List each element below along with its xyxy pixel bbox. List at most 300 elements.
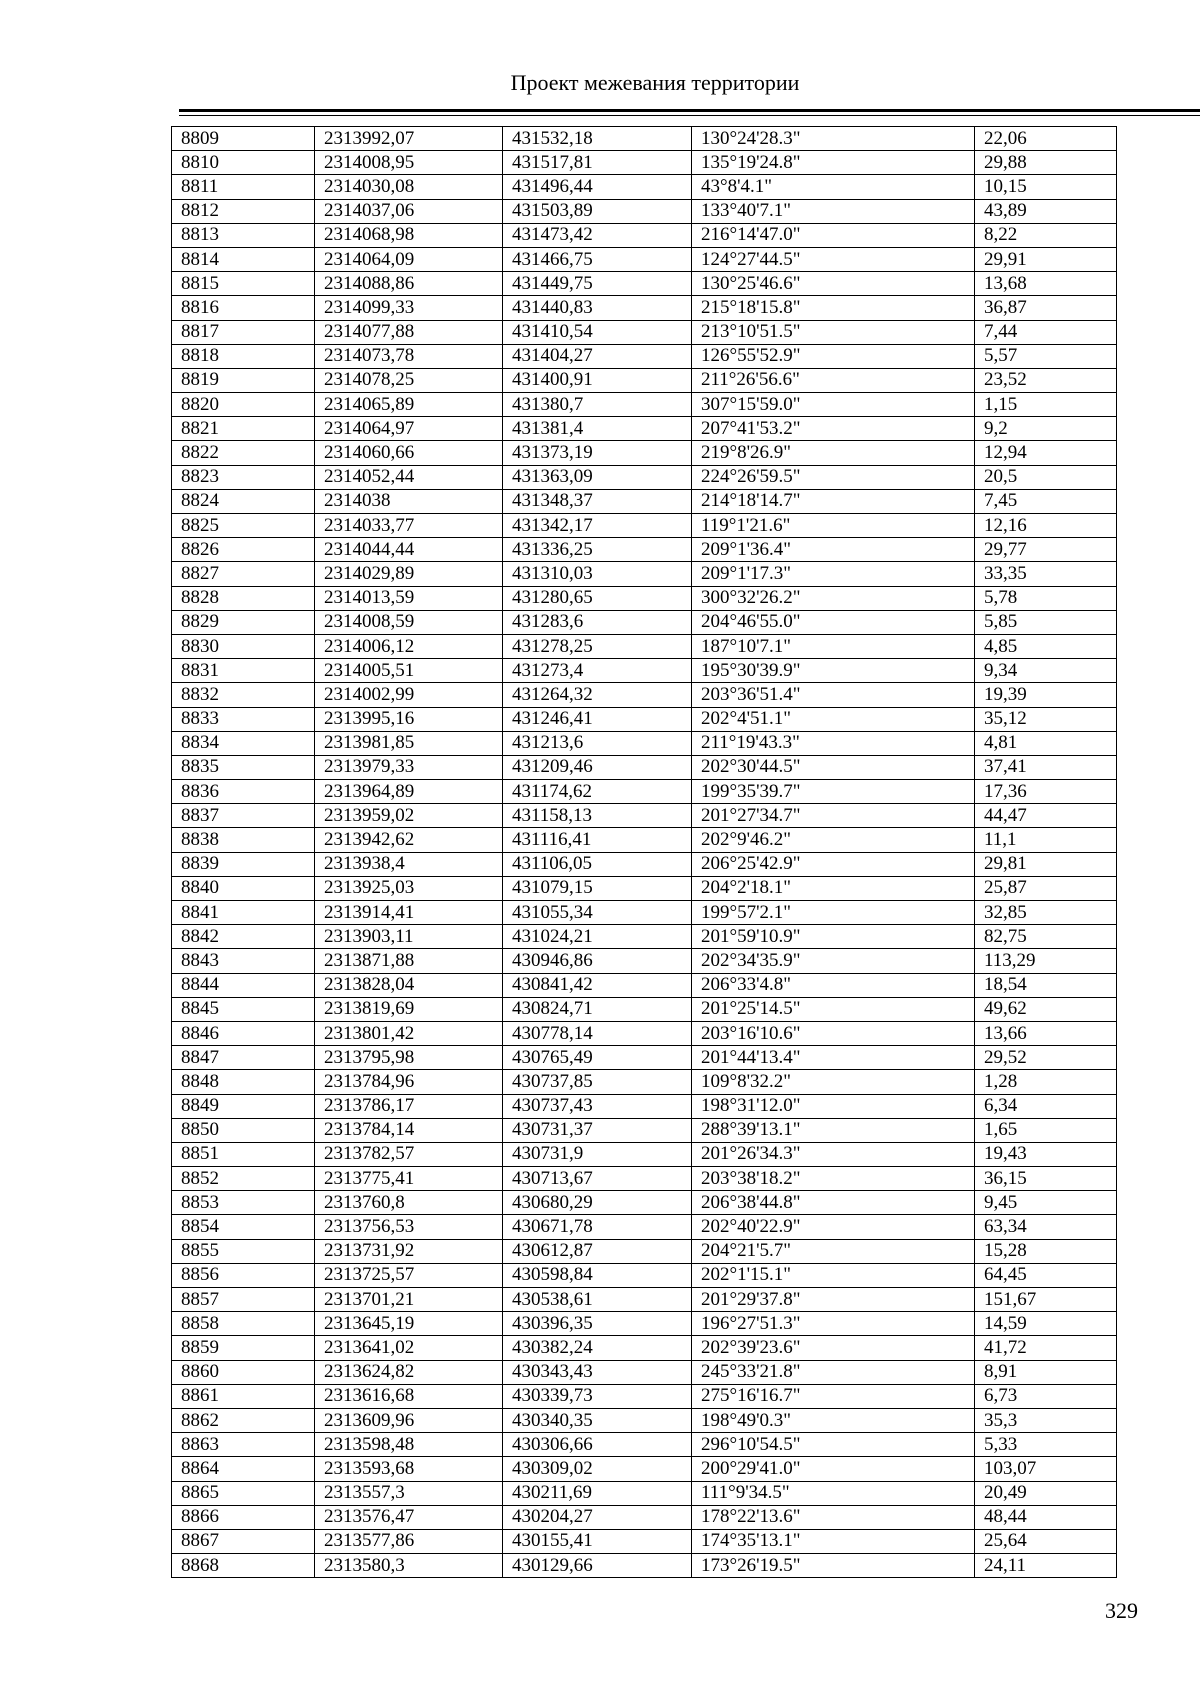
y-coordinate-cell: 430339,73 [503, 1384, 692, 1408]
distance-cell: 20,49 [975, 1481, 1117, 1505]
x-coordinate-cell: 2314029,89 [315, 562, 503, 586]
direction-angle-cell: 202°1'15.1" [692, 1263, 975, 1287]
x-coordinate-cell: 2313914,41 [315, 901, 503, 925]
y-coordinate-cell: 430612,87 [503, 1239, 692, 1263]
x-coordinate-cell: 2313775,41 [315, 1167, 503, 1191]
direction-angle-cell: 187°10'7.1" [692, 634, 975, 658]
x-coordinate-cell: 2313801,42 [315, 1021, 503, 1045]
point-number-cell: 8852 [172, 1167, 315, 1191]
distance-cell: 7,44 [975, 320, 1117, 344]
point-number-cell: 8827 [172, 562, 315, 586]
header-rule-thin [179, 115, 1200, 116]
direction-angle-cell: 214°18'14.7" [692, 489, 975, 513]
x-coordinate-cell: 2314064,09 [315, 247, 503, 271]
table-row [172, 1191, 1117, 1215]
y-coordinate-cell: 430204,27 [503, 1505, 692, 1529]
x-coordinate-cell: 2314008,95 [315, 151, 503, 175]
table-row [172, 368, 1117, 392]
header-rule-thick [179, 109, 1200, 112]
distance-cell: 103,07 [975, 1457, 1117, 1481]
point-number-cell: 8833 [172, 707, 315, 731]
y-coordinate-cell: 431380,7 [503, 393, 692, 417]
x-coordinate-cell: 2313979,33 [315, 755, 503, 779]
distance-cell: 4,81 [975, 731, 1117, 755]
y-coordinate-cell: 431213,6 [503, 731, 692, 755]
distance-cell: 64,45 [975, 1263, 1117, 1287]
direction-angle-cell: 209°1'17.3" [692, 562, 975, 586]
y-coordinate-cell: 430343,43 [503, 1360, 692, 1384]
direction-angle-cell: 133°40'7.1" [692, 199, 975, 223]
x-coordinate-cell: 2314033,77 [315, 514, 503, 538]
x-coordinate-cell: 2314013,59 [315, 586, 503, 610]
direction-angle-cell: 288°39'13.1" [692, 1118, 975, 1142]
x-coordinate-cell: 2314065,89 [315, 393, 503, 417]
point-number-cell: 8863 [172, 1433, 315, 1457]
y-coordinate-cell: 431278,25 [503, 634, 692, 658]
distance-cell: 5,85 [975, 610, 1117, 634]
y-coordinate-cell: 431158,13 [503, 804, 692, 828]
table-row [172, 1481, 1117, 1505]
x-coordinate-cell: 2313828,04 [315, 973, 503, 997]
y-coordinate-cell: 431106,05 [503, 852, 692, 876]
distance-cell: 63,34 [975, 1215, 1117, 1239]
x-coordinate-cell: 2314030,08 [315, 175, 503, 199]
point-number-cell: 8865 [172, 1481, 315, 1505]
table-row [172, 1408, 1117, 1432]
direction-angle-cell: 195°30'39.9" [692, 659, 975, 683]
point-number-cell: 8851 [172, 1142, 315, 1166]
distance-cell: 23,52 [975, 368, 1117, 392]
direction-angle-cell: 203°36'51.4" [692, 683, 975, 707]
distance-cell: 82,75 [975, 925, 1117, 949]
point-number-cell: 8819 [172, 368, 315, 392]
point-number-cell: 8862 [172, 1408, 315, 1432]
distance-cell: 18,54 [975, 973, 1117, 997]
distance-cell: 1,65 [975, 1118, 1117, 1142]
point-number-cell: 8834 [172, 731, 315, 755]
y-coordinate-cell: 431280,65 [503, 586, 692, 610]
table-row [172, 1118, 1117, 1142]
x-coordinate-cell: 2313725,57 [315, 1263, 503, 1287]
distance-cell: 29,91 [975, 247, 1117, 271]
direction-angle-cell: 201°26'34.3" [692, 1142, 975, 1166]
point-number-cell: 8811 [172, 175, 315, 199]
distance-cell: 24,11 [975, 1554, 1117, 1578]
x-coordinate-cell: 2314008,59 [315, 610, 503, 634]
table-row [172, 876, 1117, 900]
table-row [172, 1554, 1117, 1578]
table-row [172, 1167, 1117, 1191]
direction-angle-cell: 173°26'19.5" [692, 1554, 975, 1578]
y-coordinate-cell: 431264,32 [503, 683, 692, 707]
y-coordinate-cell: 431496,44 [503, 175, 692, 199]
direction-angle-cell: 211°26'56.6" [692, 368, 975, 392]
coordinates-table-body [172, 127, 1117, 1578]
x-coordinate-cell: 2313641,02 [315, 1336, 503, 1360]
distance-cell: 33,35 [975, 562, 1117, 586]
y-coordinate-cell: 430396,35 [503, 1312, 692, 1336]
direction-angle-cell: 111°9'34.5" [692, 1481, 975, 1505]
x-coordinate-cell: 2313609,96 [315, 1408, 503, 1432]
direction-angle-cell: 202°40'22.9" [692, 1215, 975, 1239]
point-number-cell: 8823 [172, 465, 315, 489]
x-coordinate-cell: 2313795,98 [315, 1046, 503, 1070]
y-coordinate-cell: 431373,19 [503, 441, 692, 465]
y-coordinate-cell: 431532,18 [503, 127, 692, 151]
y-coordinate-cell: 431517,81 [503, 151, 692, 175]
direction-angle-cell: 135°19'24.8" [692, 151, 975, 175]
distance-cell: 35,12 [975, 707, 1117, 731]
direction-angle-cell: 275°16'16.7" [692, 1384, 975, 1408]
direction-angle-cell: 119°1'21.6" [692, 514, 975, 538]
distance-cell: 10,15 [975, 175, 1117, 199]
point-number-cell: 8810 [172, 151, 315, 175]
table-row [172, 852, 1117, 876]
x-coordinate-cell: 2314068,98 [315, 223, 503, 247]
y-coordinate-cell: 431473,42 [503, 223, 692, 247]
table-row [172, 586, 1117, 610]
y-coordinate-cell: 430538,61 [503, 1288, 692, 1312]
table-row [172, 514, 1117, 538]
table-row [172, 1288, 1117, 1312]
direction-angle-cell: 196°27'51.3" [692, 1312, 975, 1336]
x-coordinate-cell: 2313784,14 [315, 1118, 503, 1142]
x-coordinate-cell: 2313645,19 [315, 1312, 503, 1336]
table-row [172, 1529, 1117, 1553]
direction-angle-cell: 201°27'34.7" [692, 804, 975, 828]
direction-angle-cell: 204°2'18.1" [692, 876, 975, 900]
point-number-cell: 8843 [172, 949, 315, 973]
direction-angle-cell: 224°26'59.5" [692, 465, 975, 489]
distance-cell: 37,41 [975, 755, 1117, 779]
distance-cell: 15,28 [975, 1239, 1117, 1263]
point-number-cell: 8816 [172, 296, 315, 320]
table-row [172, 659, 1117, 683]
y-coordinate-cell: 431174,62 [503, 780, 692, 804]
point-number-cell: 8829 [172, 610, 315, 634]
point-number-cell: 8831 [172, 659, 315, 683]
distance-cell: 7,45 [975, 489, 1117, 513]
direction-angle-cell: 206°33'4.8" [692, 973, 975, 997]
x-coordinate-cell: 2314005,51 [315, 659, 503, 683]
x-coordinate-cell: 2314099,33 [315, 296, 503, 320]
direction-angle-cell: 206°38'44.8" [692, 1191, 975, 1215]
y-coordinate-cell: 430211,69 [503, 1481, 692, 1505]
x-coordinate-cell: 2313959,02 [315, 804, 503, 828]
x-coordinate-cell: 2313938,4 [315, 852, 503, 876]
x-coordinate-cell: 2314078,25 [315, 368, 503, 392]
point-number-cell: 8854 [172, 1215, 315, 1239]
x-coordinate-cell: 2313577,86 [315, 1529, 503, 1553]
table-row [172, 1021, 1117, 1045]
direction-angle-cell: 198°31'12.0" [692, 1094, 975, 1118]
distance-cell: 14,59 [975, 1312, 1117, 1336]
distance-cell: 19,43 [975, 1142, 1117, 1166]
point-number-cell: 8814 [172, 247, 315, 271]
direction-angle-cell: 203°38'18.2" [692, 1167, 975, 1191]
y-coordinate-cell: 430340,35 [503, 1408, 692, 1432]
table-row [172, 1046, 1117, 1070]
direction-angle-cell: 213°10'51.5" [692, 320, 975, 344]
direction-angle-cell: 245°33'21.8" [692, 1360, 975, 1384]
y-coordinate-cell: 431466,75 [503, 247, 692, 271]
distance-cell: 44,47 [975, 804, 1117, 828]
y-coordinate-cell: 431342,17 [503, 514, 692, 538]
table-row [172, 199, 1117, 223]
point-number-cell: 8818 [172, 344, 315, 368]
direction-angle-cell: 199°35'39.7" [692, 780, 975, 804]
y-coordinate-cell: 430824,71 [503, 997, 692, 1021]
direction-angle-cell: 201°59'10.9" [692, 925, 975, 949]
point-number-cell: 8847 [172, 1046, 315, 1070]
direction-angle-cell: 203°16'10.6" [692, 1021, 975, 1045]
direction-angle-cell: 209°1'36.4" [692, 538, 975, 562]
y-coordinate-cell: 430129,66 [503, 1554, 692, 1578]
table-row [172, 828, 1117, 852]
point-number-cell: 8845 [172, 997, 315, 1021]
direction-angle-cell: 198°49'0.3" [692, 1408, 975, 1432]
x-coordinate-cell: 2314038 [315, 489, 503, 513]
y-coordinate-cell: 430737,85 [503, 1070, 692, 1094]
distance-cell: 11,1 [975, 828, 1117, 852]
distance-cell: 8,22 [975, 223, 1117, 247]
x-coordinate-cell: 2313992,07 [315, 127, 503, 151]
distance-cell: 17,36 [975, 780, 1117, 804]
table-row [172, 1142, 1117, 1166]
y-coordinate-cell: 431410,54 [503, 320, 692, 344]
y-coordinate-cell: 431381,4 [503, 417, 692, 441]
table-row [172, 973, 1117, 997]
table-row [172, 465, 1117, 489]
point-number-cell: 8817 [172, 320, 315, 344]
distance-cell: 5,78 [975, 586, 1117, 610]
distance-cell: 43,89 [975, 199, 1117, 223]
distance-cell: 1,15 [975, 393, 1117, 417]
direction-angle-cell: 300°32'26.2" [692, 586, 975, 610]
point-number-cell: 8809 [172, 127, 315, 151]
point-number-cell: 8864 [172, 1457, 315, 1481]
distance-cell: 113,29 [975, 949, 1117, 973]
distance-cell: 49,62 [975, 997, 1117, 1021]
distance-cell: 12,94 [975, 441, 1117, 465]
x-coordinate-cell: 2313576,47 [315, 1505, 503, 1529]
distance-cell: 12,16 [975, 514, 1117, 538]
y-coordinate-cell: 431363,09 [503, 465, 692, 489]
table-row [172, 1263, 1117, 1287]
distance-cell: 8,91 [975, 1360, 1117, 1384]
x-coordinate-cell: 2313942,62 [315, 828, 503, 852]
point-number-cell: 8850 [172, 1118, 315, 1142]
x-coordinate-cell: 2314088,86 [315, 272, 503, 296]
x-coordinate-cell: 2313616,68 [315, 1384, 503, 1408]
y-coordinate-cell: 430731,9 [503, 1142, 692, 1166]
point-number-cell: 8821 [172, 417, 315, 441]
distance-cell: 36,87 [975, 296, 1117, 320]
table-row [172, 1312, 1117, 1336]
table-row [172, 634, 1117, 658]
x-coordinate-cell: 2313756,53 [315, 1215, 503, 1239]
direction-angle-cell: 211°19'43.3" [692, 731, 975, 755]
direction-angle-cell: 109°8'32.2" [692, 1070, 975, 1094]
point-number-cell: 8813 [172, 223, 315, 247]
distance-cell: 9,34 [975, 659, 1117, 683]
distance-cell: 25,64 [975, 1529, 1117, 1553]
x-coordinate-cell: 2313964,89 [315, 780, 503, 804]
point-number-cell: 8867 [172, 1529, 315, 1553]
y-coordinate-cell: 430306,66 [503, 1433, 692, 1457]
x-coordinate-cell: 2314077,88 [315, 320, 503, 344]
distance-cell: 20,5 [975, 465, 1117, 489]
point-number-cell: 8841 [172, 901, 315, 925]
direction-angle-cell: 215°18'15.8" [692, 296, 975, 320]
table-row [172, 223, 1117, 247]
y-coordinate-cell: 430155,41 [503, 1529, 692, 1553]
table-row [172, 393, 1117, 417]
x-coordinate-cell: 2313925,03 [315, 876, 503, 900]
direction-angle-cell: 216°14'47.0" [692, 223, 975, 247]
table-row [172, 1505, 1117, 1529]
y-coordinate-cell: 430731,37 [503, 1118, 692, 1142]
point-number-cell: 8855 [172, 1239, 315, 1263]
direction-angle-cell: 204°21'5.7" [692, 1239, 975, 1263]
x-coordinate-cell: 2313981,85 [315, 731, 503, 755]
y-coordinate-cell: 430946,86 [503, 949, 692, 973]
point-number-cell: 8832 [172, 683, 315, 707]
distance-cell: 35,3 [975, 1408, 1117, 1432]
direction-angle-cell: 201°44'13.4" [692, 1046, 975, 1070]
table-row [172, 1360, 1117, 1384]
point-number-cell: 8828 [172, 586, 315, 610]
direction-angle-cell: 307°15'59.0" [692, 393, 975, 417]
distance-cell: 36,15 [975, 1167, 1117, 1191]
direction-angle-cell: 130°25'46.6" [692, 272, 975, 296]
direction-angle-cell: 200°29'41.0" [692, 1457, 975, 1481]
y-coordinate-cell: 431273,4 [503, 659, 692, 683]
y-coordinate-cell: 431055,34 [503, 901, 692, 925]
y-coordinate-cell: 431079,15 [503, 876, 692, 900]
x-coordinate-cell: 2314044,44 [315, 538, 503, 562]
point-number-cell: 8844 [172, 973, 315, 997]
x-coordinate-cell: 2313819,69 [315, 997, 503, 1021]
point-number-cell: 8856 [172, 1263, 315, 1287]
y-coordinate-cell: 430598,84 [503, 1263, 692, 1287]
x-coordinate-cell: 2313701,21 [315, 1288, 503, 1312]
y-coordinate-cell: 431116,41 [503, 828, 692, 852]
table-row [172, 683, 1117, 707]
x-coordinate-cell: 2314037,06 [315, 199, 503, 223]
x-coordinate-cell: 2313731,92 [315, 1239, 503, 1263]
direction-angle-cell: 202°30'44.5" [692, 755, 975, 779]
x-coordinate-cell: 2314073,78 [315, 344, 503, 368]
x-coordinate-cell: 2314002,99 [315, 683, 503, 707]
point-number-cell: 8837 [172, 804, 315, 828]
y-coordinate-cell: 431348,37 [503, 489, 692, 513]
table-row [172, 127, 1117, 151]
table-row [172, 538, 1117, 562]
distance-cell: 32,85 [975, 901, 1117, 925]
x-coordinate-cell: 2313593,68 [315, 1457, 503, 1481]
point-number-cell: 8858 [172, 1312, 315, 1336]
table-row [172, 1433, 1117, 1457]
distance-cell: 9,2 [975, 417, 1117, 441]
y-coordinate-cell: 431449,75 [503, 272, 692, 296]
direction-angle-cell: 202°4'51.1" [692, 707, 975, 731]
point-number-cell: 8812 [172, 199, 315, 223]
point-number-cell: 8853 [172, 1191, 315, 1215]
y-coordinate-cell: 430841,42 [503, 973, 692, 997]
direction-angle-cell: 201°29'37.8" [692, 1288, 975, 1312]
direction-angle-cell: 178°22'13.6" [692, 1505, 975, 1529]
point-number-cell: 8857 [172, 1288, 315, 1312]
y-coordinate-cell: 431310,03 [503, 562, 692, 586]
x-coordinate-cell: 2313624,82 [315, 1360, 503, 1384]
point-number-cell: 8840 [172, 876, 315, 900]
direction-angle-cell: 201°25'14.5" [692, 997, 975, 1021]
x-coordinate-cell: 2313598,48 [315, 1433, 503, 1457]
point-number-cell: 8849 [172, 1094, 315, 1118]
direction-angle-cell: 207°41'53.2" [692, 417, 975, 441]
distance-cell: 6,73 [975, 1384, 1117, 1408]
table-row [172, 296, 1117, 320]
point-number-cell: 8848 [172, 1070, 315, 1094]
table-row [172, 925, 1117, 949]
point-number-cell: 8820 [172, 393, 315, 417]
table-row [172, 562, 1117, 586]
direction-angle-cell: 206°25'42.9" [692, 852, 975, 876]
y-coordinate-cell: 431024,21 [503, 925, 692, 949]
table-row [172, 272, 1117, 296]
distance-cell: 6,34 [975, 1094, 1117, 1118]
x-coordinate-cell: 2313782,57 [315, 1142, 503, 1166]
table-row [172, 441, 1117, 465]
distance-cell: 13,68 [975, 272, 1117, 296]
distance-cell: 48,44 [975, 1505, 1117, 1529]
point-number-cell: 8824 [172, 489, 315, 513]
point-number-cell: 8830 [172, 634, 315, 658]
x-coordinate-cell: 2313871,88 [315, 949, 503, 973]
distance-cell: 4,85 [975, 634, 1117, 658]
point-number-cell: 8868 [172, 1554, 315, 1578]
distance-cell: 29,81 [975, 852, 1117, 876]
y-coordinate-cell: 430671,78 [503, 1215, 692, 1239]
y-coordinate-cell: 431440,83 [503, 296, 692, 320]
distance-cell: 19,39 [975, 683, 1117, 707]
table-row [172, 610, 1117, 634]
y-coordinate-cell: 430737,43 [503, 1094, 692, 1118]
direction-angle-cell: 296°10'54.5" [692, 1433, 975, 1457]
table-row [172, 320, 1117, 344]
table-row [172, 417, 1117, 441]
direction-angle-cell: 202°39'23.6" [692, 1336, 975, 1360]
table-row [172, 1070, 1117, 1094]
y-coordinate-cell: 431400,91 [503, 368, 692, 392]
table-row [172, 755, 1117, 779]
y-coordinate-cell: 431209,46 [503, 755, 692, 779]
distance-cell: 25,87 [975, 876, 1117, 900]
table-row [172, 1094, 1117, 1118]
table-row [172, 804, 1117, 828]
direction-angle-cell: 204°46'55.0" [692, 610, 975, 634]
point-number-cell: 8825 [172, 514, 315, 538]
y-coordinate-cell: 430765,49 [503, 1046, 692, 1070]
page-header-title: Проект межевания территории [510, 70, 800, 95]
table-row [172, 731, 1117, 755]
direction-angle-cell: 130°24'28.3" [692, 127, 975, 151]
distance-cell: 151,67 [975, 1288, 1117, 1312]
y-coordinate-cell: 431246,41 [503, 707, 692, 731]
distance-cell: 41,72 [975, 1336, 1117, 1360]
point-number-cell: 8822 [172, 441, 315, 465]
